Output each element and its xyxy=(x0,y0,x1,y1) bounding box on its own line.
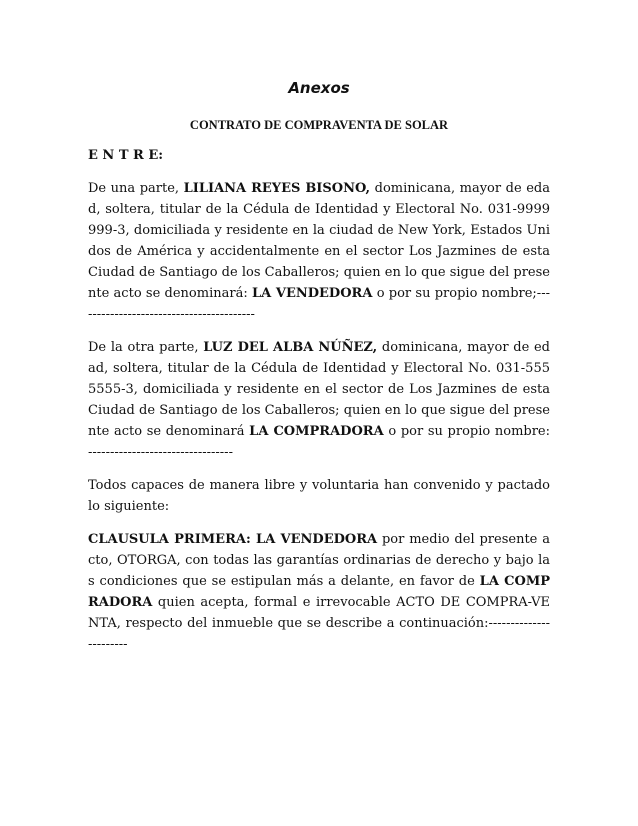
p2-closing: o por su propio nombre: --------------------------------- xyxy=(88,424,551,460)
seller-name: LILIANA REYES BISONO, xyxy=(183,181,371,196)
p1-intro: De una parte, xyxy=(88,181,184,196)
clause-heading: CLAUSULA PRIMERA: LA VENDEDORA xyxy=(88,532,378,547)
p1-closing: o por su propio nombre;----------------------------------------- xyxy=(88,286,550,322)
paragraph-vendedora xyxy=(88,178,550,325)
clause-text-1: por medio del presente acto, OTORGA, con todas las garantías ordinarias de derecho y bajo las condiciones que se estipulan más a delante, en favor de xyxy=(88,532,550,589)
buyer-role: LA COMPRADORA xyxy=(249,424,384,439)
document-body xyxy=(88,145,550,667)
seller-role: LA VENDEDORA xyxy=(251,286,373,301)
p1-details: dominicana, mayor de edad, soltera, titular de la Cédula de Identidad y Electoral No. 031-9999999-3, domiciliada y residente en la ciudad de New York, Estados Unidos de América y accidentalmente en el sector Los Jazmines de esta Ciudad de Santiago de los Caballeros; quien en lo que sigue del presente acto se denominará: xyxy=(88,181,550,301)
p2-intro: De la otra parte, xyxy=(88,340,204,355)
p2-details: dominicana, mayor de edad, soltera, titular de la Cédula de Identidad y Electoral No. 031-5555555-3, domiciliada y residente en el sector de Los Jazmines de esta Ciudad de Santiago de los Caballeros; quien en lo que sigue del presente acto se denominará xyxy=(88,340,550,439)
paragraph-compradora xyxy=(88,337,550,463)
document-title: Anexos xyxy=(288,79,350,97)
entre-heading: E N T R E: xyxy=(88,148,164,163)
clause-text-2: quien acepta, formal e irrevocable ACTO DE COMPRA-VENTA, respecto del inmueble que se describe a continuación:----------------------- xyxy=(88,595,550,652)
paragraph-agreement: Todos capaces de manera libre y voluntaria han convenido y pactado lo siguiente: xyxy=(88,478,550,514)
contract-title: CONTRATO DE COMPRAVENTA DE SOLAR xyxy=(189,118,449,132)
clause-buyer-role: LA COMPRADORA xyxy=(88,574,551,610)
buyer-name: LUZ DEL ALBA NÚÑEZ, xyxy=(203,340,378,355)
paragraph-clausula-primera xyxy=(88,529,550,655)
